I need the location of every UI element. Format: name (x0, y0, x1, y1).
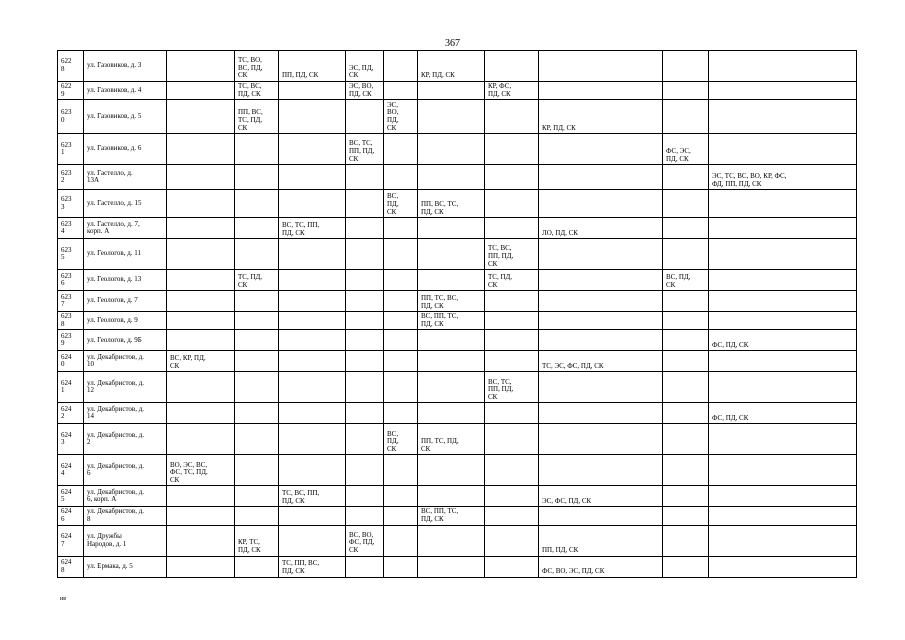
work-type-cell (279, 312, 346, 330)
work-type-cell (539, 455, 663, 486)
work-type-cell (167, 291, 235, 312)
row-number-cell: 624 8 (58, 556, 84, 577)
work-type-cell (167, 100, 235, 134)
work-type-cell (279, 525, 346, 556)
work-type-cell (663, 372, 709, 403)
work-type-cell (384, 239, 418, 270)
work-type-cell (539, 372, 663, 403)
row-number-cell: 624 3 (58, 424, 84, 455)
work-type-cell (539, 134, 663, 165)
work-type-cell: ТС, ВС, ПП, ПД, СК (279, 486, 346, 507)
work-type-cell (279, 372, 346, 403)
work-type-cell (346, 403, 384, 424)
work-type-cell (709, 351, 857, 372)
work-type-cell: КР, ПД, СК (539, 100, 663, 134)
work-type-cell (485, 507, 539, 525)
work-type-cell (346, 218, 384, 239)
address-cell: ул. Геологов, д. 11 (84, 239, 167, 270)
work-type-cell (485, 556, 539, 577)
work-type-cell (663, 312, 709, 330)
work-type-cell (279, 507, 346, 525)
work-type-cell (384, 82, 418, 100)
work-type-cell (709, 372, 857, 403)
table-row (58, 525, 857, 556)
work-type-cell (279, 291, 346, 312)
work-type-cell: ЭС, ТС, ВС, ВО, КР, ФС, ФД, ПП, ПД, СК (709, 165, 857, 190)
work-type-cell (709, 134, 857, 165)
work-type-cell: ЛО, ПД, СК (539, 218, 663, 239)
work-type-cell (384, 165, 418, 190)
address-cell: ул. Ермака, д. 5 (84, 556, 167, 577)
work-type-cell (279, 134, 346, 165)
work-type-cell (418, 165, 485, 190)
table-row (58, 218, 857, 239)
work-type-cell (485, 312, 539, 330)
work-type-cell: КР, ПД, СК (418, 51, 485, 82)
work-type-cell (346, 190, 384, 218)
work-type-cell (663, 291, 709, 312)
page-number: 367 (445, 38, 460, 49)
work-type-cell (384, 291, 418, 312)
work-type-cell (167, 507, 235, 525)
work-type-cell (346, 291, 384, 312)
work-type-cell (663, 239, 709, 270)
work-type-cell (663, 556, 709, 577)
work-type-cell: ВО, ЭС, ВС, ФС, ТС, ПД, СК (167, 455, 235, 486)
work-type-cell: ТС, ПД, СК (485, 270, 539, 291)
table-row (58, 51, 857, 82)
address-cell: ул. Декабристов, д. 12 (84, 372, 167, 403)
work-type-cell (663, 424, 709, 455)
row-number-cell: 623 6 (58, 270, 84, 291)
work-type-cell (709, 270, 857, 291)
work-type-cell (346, 556, 384, 577)
work-type-cell (663, 403, 709, 424)
row-number-cell: 623 0 (58, 100, 84, 134)
work-type-cell (346, 351, 384, 372)
row-number-cell: 622 9 (58, 82, 84, 100)
work-type-cell (384, 455, 418, 486)
work-type-cell (235, 291, 279, 312)
work-type-cell (167, 556, 235, 577)
work-type-cell (663, 190, 709, 218)
work-type-cell (709, 424, 857, 455)
work-type-cell (279, 82, 346, 100)
work-type-cell (709, 556, 857, 577)
work-type-cell (418, 525, 485, 556)
row-number-cell: 624 2 (58, 403, 84, 424)
work-type-cell (279, 190, 346, 218)
work-type-cell (709, 486, 857, 507)
work-type-cell (485, 291, 539, 312)
work-type-cell (346, 270, 384, 291)
work-type-cell: ТС, ЭС, ФС, ПД, СК (539, 351, 663, 372)
table-row (58, 486, 857, 507)
row-number-cell: 624 0 (58, 351, 84, 372)
work-type-cell: ВС, ВО, ФС, ПД, СК (346, 525, 384, 556)
address-cell: ул. Геологов, д. 9Б (84, 330, 167, 351)
work-type-cell (167, 525, 235, 556)
address-cell: ул. Декабристов, д. 10 (84, 351, 167, 372)
work-type-cell (346, 100, 384, 134)
work-type-cell (384, 403, 418, 424)
work-type-cell (539, 239, 663, 270)
work-type-cell: ПП, ТС, ПД, СК (418, 424, 485, 455)
work-type-cell (418, 351, 485, 372)
work-type-cell (663, 525, 709, 556)
work-type-cell (485, 455, 539, 486)
work-type-cell (539, 82, 663, 100)
work-type-cell (384, 218, 418, 239)
address-cell: ул. Гастелло, д. 13А (84, 165, 167, 190)
work-type-cell (167, 134, 235, 165)
work-type-cell (279, 165, 346, 190)
work-type-cell (235, 165, 279, 190)
address-cell: ул. Газовиков, д. 5 (84, 100, 167, 134)
row-number-cell: 624 4 (58, 455, 84, 486)
work-type-cell: ФС, ПД, СК (709, 403, 857, 424)
work-type-cell (539, 190, 663, 218)
work-type-cell (279, 455, 346, 486)
work-type-cell: ВС, ПП, ТС, ПД, СК (418, 507, 485, 525)
work-type-cell (235, 351, 279, 372)
work-type-cell (663, 486, 709, 507)
work-type-cell: ЭС, ФС, ПД, СК (539, 486, 663, 507)
table-row (58, 507, 857, 525)
work-type-cell (485, 424, 539, 455)
work-type-cell (663, 82, 709, 100)
work-type-cell (663, 351, 709, 372)
work-type-cell (663, 330, 709, 351)
table-row (58, 424, 857, 455)
work-type-cell (346, 330, 384, 351)
address-cell: ул. Гастелло, д. 7, корп. А (84, 218, 167, 239)
work-type-cell: ВС, КР, ПД, СК (167, 351, 235, 372)
table-row (58, 312, 857, 330)
work-type-cell (485, 351, 539, 372)
work-type-cell (346, 486, 384, 507)
work-type-cell (346, 165, 384, 190)
address-cell: ул. Геологов, д. 13 (84, 270, 167, 291)
work-type-cell (279, 351, 346, 372)
work-type-cell (418, 100, 485, 134)
work-type-cell (539, 312, 663, 330)
work-type-cell (235, 486, 279, 507)
work-type-cell: ВС, ПД, СК (384, 424, 418, 455)
address-cell: ул. Дружбы Народов, д. 1 (84, 525, 167, 556)
row-number-cell: 623 4 (58, 218, 84, 239)
work-type-cell (167, 270, 235, 291)
work-type-cell (485, 403, 539, 424)
work-type-cell (709, 218, 857, 239)
work-type-cell (279, 330, 346, 351)
work-type-cell (485, 134, 539, 165)
work-type-cell (167, 424, 235, 455)
work-type-cell (279, 239, 346, 270)
work-type-cell (485, 165, 539, 190)
work-type-cell: ЭС, ВО, ПД, СК (346, 82, 384, 100)
work-type-cell: ЭС, ВО, ПД, СК (384, 100, 418, 134)
work-type-cell (418, 403, 485, 424)
work-type-cell (539, 403, 663, 424)
work-type-cell (709, 82, 857, 100)
work-type-cell (539, 165, 663, 190)
work-type-cell (418, 218, 485, 239)
row-number-cell: 623 8 (58, 312, 84, 330)
address-cell: ул. Газовиков, д. 4 (84, 82, 167, 100)
work-type-cell: КР, ФС, ПД, СК (485, 82, 539, 100)
work-type-cell (663, 455, 709, 486)
work-type-cell (235, 134, 279, 165)
work-type-cell (235, 507, 279, 525)
work-type-cell (539, 51, 663, 82)
work-type-cell (485, 330, 539, 351)
work-type-cell (709, 455, 857, 486)
work-type-cell (485, 218, 539, 239)
work-type-cell (418, 486, 485, 507)
address-cell: ул. Гастелло, д. 15 (84, 190, 167, 218)
work-type-cell (384, 270, 418, 291)
work-type-cell (709, 190, 857, 218)
work-type-cell: ФС, ПД, СК (709, 330, 857, 351)
work-type-cell: ВС, ПД, СК (663, 270, 709, 291)
work-type-cell (167, 190, 235, 218)
work-type-cell (167, 330, 235, 351)
work-type-cell: ПП, ТС, ВС, ПД, СК (418, 291, 485, 312)
row-number-cell: 624 7 (58, 525, 84, 556)
work-type-cell (485, 51, 539, 82)
work-type-cell (485, 100, 539, 134)
work-type-cell (167, 486, 235, 507)
row-number-cell: 623 2 (58, 165, 84, 190)
table-row (58, 403, 857, 424)
work-type-cell: ЭС, ПД, СК (346, 51, 384, 82)
work-type-cell (346, 424, 384, 455)
work-type-cell (167, 218, 235, 239)
work-type-cell (418, 239, 485, 270)
row-number-cell: 624 6 (58, 507, 84, 525)
work-type-cell (235, 455, 279, 486)
table-row (58, 330, 857, 351)
work-type-cell (235, 403, 279, 424)
work-type-cell (418, 270, 485, 291)
work-type-cell (167, 312, 235, 330)
work-type-cell: ВС, ПП, ТС, ПД, СК (418, 312, 485, 330)
address-cell: ул. Декабристов, д. 14 (84, 403, 167, 424)
address-cell: ул. Геологов, д. 7 (84, 291, 167, 312)
work-type-cell (485, 486, 539, 507)
work-type-cell (709, 312, 857, 330)
address-cell: ул. Газовиков, д. 3 (84, 51, 167, 82)
work-type-cell (539, 507, 663, 525)
work-type-cell (663, 165, 709, 190)
work-type-cell (418, 372, 485, 403)
work-type-cell (346, 312, 384, 330)
work-type-cell (279, 403, 346, 424)
footer-mark: ив (60, 596, 67, 602)
work-type-cell (384, 51, 418, 82)
work-type-cell (346, 239, 384, 270)
row-number-cell: 623 5 (58, 239, 84, 270)
address-cell: ул. Декабристов, д. 2 (84, 424, 167, 455)
work-type-cell (418, 556, 485, 577)
table-row (58, 134, 857, 165)
work-type-cell (167, 82, 235, 100)
work-type-cell (384, 556, 418, 577)
work-type-cell (384, 507, 418, 525)
work-type-cell (418, 82, 485, 100)
work-type-cell (709, 291, 857, 312)
table-row (58, 372, 857, 403)
work-type-cell (418, 330, 485, 351)
work-type-cell (235, 218, 279, 239)
work-type-cell (279, 270, 346, 291)
work-type-cell (539, 270, 663, 291)
work-type-cell (384, 351, 418, 372)
work-type-cell (167, 403, 235, 424)
work-type-cell (384, 312, 418, 330)
work-type-cell (346, 372, 384, 403)
table-row (58, 455, 857, 486)
work-type-cell (167, 372, 235, 403)
work-type-cell (485, 525, 539, 556)
work-type-cell (384, 330, 418, 351)
work-type-cell (235, 190, 279, 218)
work-type-cell: ВС, ТС, ПП, ПД, СК (279, 218, 346, 239)
work-type-cell (235, 556, 279, 577)
work-type-cell (709, 525, 857, 556)
work-type-cell: ВС, ТС, ПП, ПД, СК (346, 134, 384, 165)
work-type-cell (384, 525, 418, 556)
work-type-cell (539, 330, 663, 351)
work-type-cell: ТС, ВС, ПП, ПД, СК (485, 239, 539, 270)
address-cell: ул. Геологов, д. 9 (84, 312, 167, 330)
work-type-cell (384, 372, 418, 403)
work-type-cell (539, 424, 663, 455)
work-type-cell (663, 100, 709, 134)
table-row (58, 190, 857, 218)
address-cell: ул. Декабристов, д. 6 (84, 455, 167, 486)
table-row (58, 82, 857, 100)
work-type-cell (384, 486, 418, 507)
work-type-cell (418, 134, 485, 165)
row-number-cell: 623 7 (58, 291, 84, 312)
work-type-cell (167, 239, 235, 270)
work-type-cell (346, 455, 384, 486)
work-type-cell (346, 507, 384, 525)
work-type-cell (663, 507, 709, 525)
work-type-cell: ПП, ПД, СК (539, 525, 663, 556)
work-type-cell (663, 51, 709, 82)
address-cell: ул. Декабристов, д. 6, корп. А (84, 486, 167, 507)
work-type-cell: ТС, ВО, ВС, ПД, СК (235, 51, 279, 82)
work-type-cell (167, 165, 235, 190)
address-work-table (57, 50, 857, 578)
work-type-cell (235, 372, 279, 403)
address-cell: ул. Газовиков, д. 6 (84, 134, 167, 165)
work-type-cell (384, 134, 418, 165)
row-number-cell: 624 5 (58, 486, 84, 507)
work-type-cell: ВС, ПД, СК (384, 190, 418, 218)
work-type-cell: ПП, ВС, ТС, ПД, СК (235, 100, 279, 134)
work-type-cell: КР, ТС, ПД, СК (235, 525, 279, 556)
work-type-cell (235, 239, 279, 270)
row-number-cell: 624 1 (58, 372, 84, 403)
work-type-cell (539, 291, 663, 312)
table-row (58, 239, 857, 270)
table-row (58, 100, 857, 134)
row-number-cell: 622 8 (58, 51, 84, 82)
work-type-cell (279, 424, 346, 455)
work-type-cell: ТС, ВС, ПД, СК (235, 82, 279, 100)
work-type-cell (235, 312, 279, 330)
table-row (58, 165, 857, 190)
row-number-cell: 623 9 (58, 330, 84, 351)
address-cell: ул. Декабристов, д. 8 (84, 507, 167, 525)
work-type-cell: ФС, ЭС, ПД, СК (663, 134, 709, 165)
work-type-cell (485, 190, 539, 218)
work-type-cell (418, 455, 485, 486)
table-row (58, 270, 857, 291)
work-type-cell: ТС, ПД, СК (235, 270, 279, 291)
row-number-cell: 623 1 (58, 134, 84, 165)
row-number-cell: 623 3 (58, 190, 84, 218)
work-type-cell: ФС, ВО, ЭС, ПД, СК (539, 556, 663, 577)
work-type-cell (709, 51, 857, 82)
work-type-cell (279, 100, 346, 134)
work-type-cell (235, 330, 279, 351)
work-type-cell: ПП, ВС, ТС, ПД, СК (418, 190, 485, 218)
table-row (58, 556, 857, 577)
work-type-cell (167, 51, 235, 82)
work-type-cell: ТС, ПП, ВС, ПД, СК (279, 556, 346, 577)
work-type-cell (663, 218, 709, 239)
work-type-cell (709, 507, 857, 525)
work-type-cell (709, 100, 857, 134)
table-row (58, 291, 857, 312)
table-row (58, 351, 857, 372)
work-type-cell: ВС, ТС, ПП, ПД, СК (485, 372, 539, 403)
work-type-cell (235, 424, 279, 455)
work-type-cell: ПП, ПД, СК (279, 51, 346, 82)
work-type-cell (709, 239, 857, 270)
